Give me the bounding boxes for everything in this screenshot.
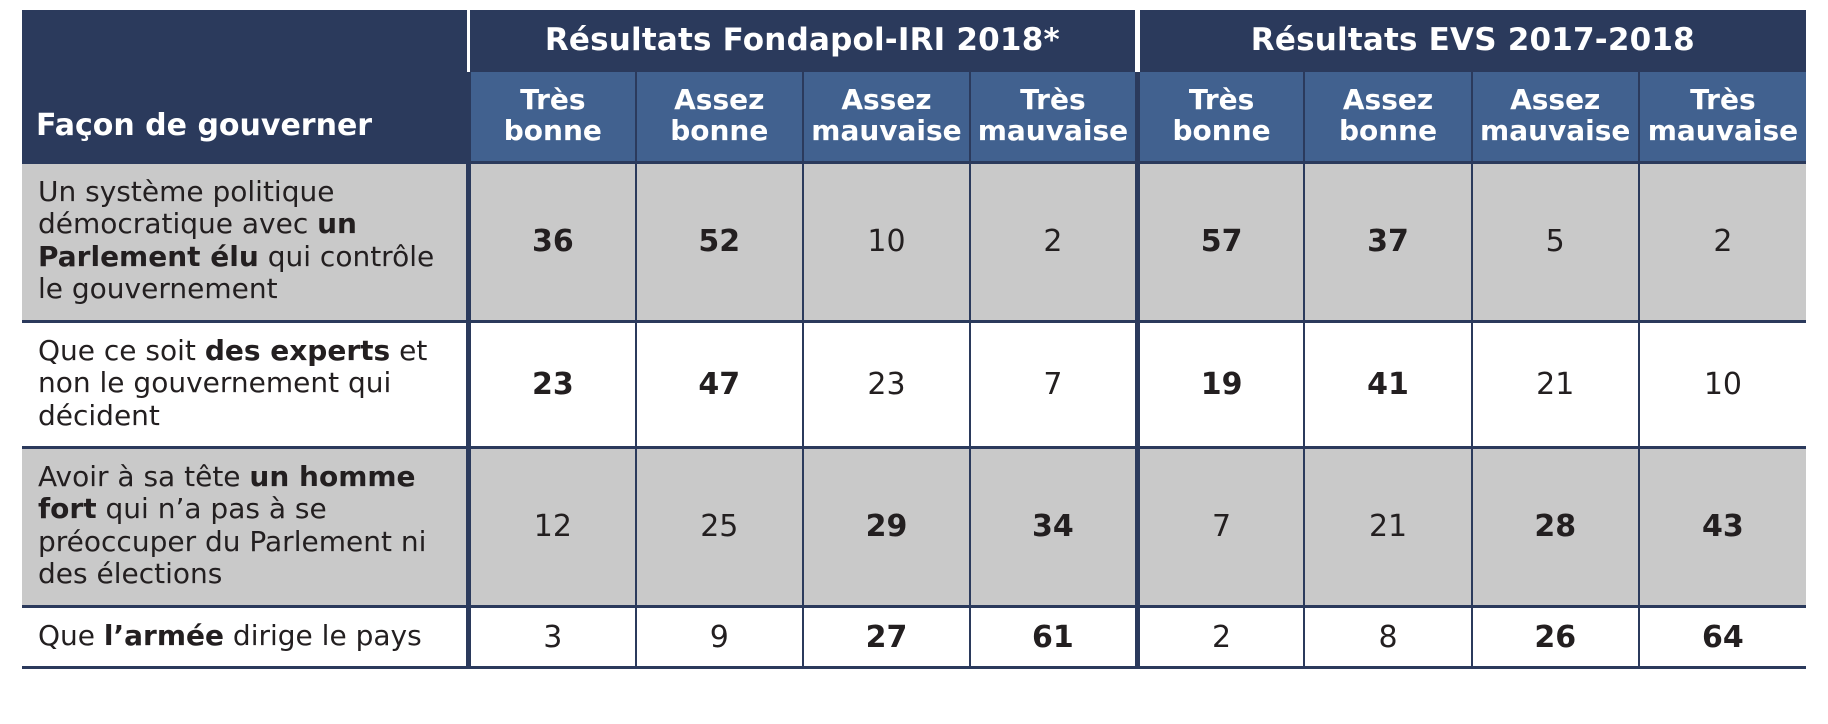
subheader-col-4-line2: mauvaise xyxy=(977,114,1129,148)
subheader-col-5-line2: bonne xyxy=(1172,114,1271,148)
cell-r1-c4: 19 xyxy=(1137,321,1304,447)
subheader-col-4 xyxy=(970,72,1137,162)
row-header-label: Façon de gouverner xyxy=(22,10,469,162)
subheader-col-1 xyxy=(469,72,636,162)
cell-r1-c1: 47 xyxy=(636,321,803,447)
subheader-col-8 xyxy=(1639,72,1806,162)
cell-r0-c7: 2 xyxy=(1639,162,1806,321)
subheader-col-3-line2: mauvaise xyxy=(811,114,962,148)
cell-r1-c0: 23 xyxy=(469,321,636,447)
cell-r3-c1: 9 xyxy=(636,606,803,667)
cell-r0-c4: 57 xyxy=(1137,162,1304,321)
group-title-fondapol: Résultats Fondapol-IRI 2018* xyxy=(469,10,1138,72)
subheader-col-6-line1: Assez xyxy=(1342,83,1434,116)
cell-r1-c7: 10 xyxy=(1639,321,1806,447)
cell-r0-c6: 5 xyxy=(1472,162,1639,321)
cell-r0-c2: 10 xyxy=(803,162,970,321)
subheader-col-1-line2: bonne xyxy=(503,114,602,148)
table-row xyxy=(22,162,1806,321)
cell-r2-c1: 25 xyxy=(636,448,803,607)
cell-r2-c6: 28 xyxy=(1472,448,1639,607)
row-label-3: Que l’armée dirige le pays xyxy=(22,606,469,667)
subheader-col-3 xyxy=(803,72,970,162)
cell-r2-c2: 29 xyxy=(803,448,970,607)
cell-r2-c7: 43 xyxy=(1639,448,1806,607)
cell-r2-c4: 7 xyxy=(1137,448,1304,607)
subheader-col-8-line2: mauvaise xyxy=(1647,114,1799,148)
cell-r3-c7: 64 xyxy=(1639,606,1806,667)
cell-r1-c3: 7 xyxy=(970,321,1137,447)
subheader-col-1-line1: Très xyxy=(520,83,586,116)
cell-r0-c3: 2 xyxy=(970,162,1137,321)
cell-r2-c5: 21 xyxy=(1304,448,1471,607)
cell-r3-c4: 2 xyxy=(1137,606,1304,667)
cell-r3-c0: 3 xyxy=(469,606,636,667)
table-container xyxy=(0,10,1828,669)
subheader-col-7-line2: mauvaise xyxy=(1480,114,1631,148)
table-body xyxy=(22,162,1806,668)
cell-r0-c0: 36 xyxy=(469,162,636,321)
subheader-col-6-line2: bonne xyxy=(1338,114,1438,148)
cell-r1-c2: 23 xyxy=(803,321,970,447)
subheader-col-7 xyxy=(1472,72,1639,162)
cell-r1-c5: 41 xyxy=(1304,321,1471,447)
survey-results-table xyxy=(22,10,1806,669)
row-label-0: Un système politique démocratique avec un Parlement élu qui contrôle le gouvernement xyxy=(22,162,469,321)
subheader-col-8-line1: Très xyxy=(1690,83,1756,116)
cell-r2-c3: 34 xyxy=(970,448,1137,607)
cell-r3-c2: 27 xyxy=(803,606,970,667)
cell-r3-c5: 8 xyxy=(1304,606,1471,667)
subheader-col-2-line1: Assez xyxy=(674,83,765,116)
subheader-col-5-line1: Très xyxy=(1188,83,1255,116)
subheader-col-2 xyxy=(636,72,803,162)
table-row xyxy=(22,321,1806,447)
cell-r0-c5: 37 xyxy=(1304,162,1471,321)
group-title-evs: Résultats EVS 2017-2018 xyxy=(1137,10,1806,72)
table-row xyxy=(22,606,1806,667)
subheader-col-4-line1: Très xyxy=(1020,83,1086,116)
cell-r3-c6: 26 xyxy=(1472,606,1639,667)
table-row xyxy=(22,448,1806,607)
subheader-col-2-line2: bonne xyxy=(670,114,769,148)
subheader-col-5 xyxy=(1137,72,1304,162)
cell-r2-c0: 12 xyxy=(469,448,636,607)
cell-r3-c3: 61 xyxy=(970,606,1137,667)
row-label-1: Que ce soit des experts et non le gouvernement qui décident xyxy=(22,321,469,447)
table-head xyxy=(22,10,1806,162)
subheader-col-6 xyxy=(1304,72,1471,162)
row-label-2: Avoir à sa tête un homme fort qui n’a pas à se préoccuper du Parlement ni des élections xyxy=(22,448,469,607)
subheader-col-3-line1: Assez xyxy=(841,83,932,116)
header-row-groups xyxy=(22,10,1806,72)
subheader-col-7-line1: Assez xyxy=(1510,83,1601,116)
cell-r0-c1: 52 xyxy=(636,162,803,321)
cell-r1-c6: 21 xyxy=(1472,321,1639,447)
